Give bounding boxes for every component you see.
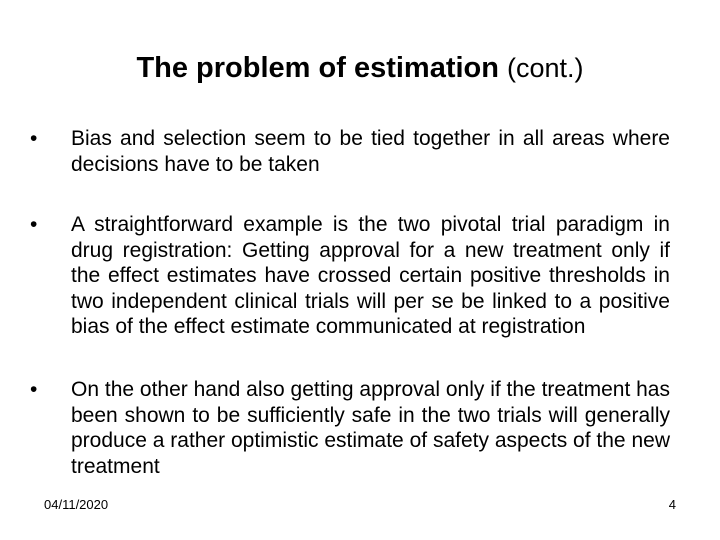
- bullet-item: [30, 126, 670, 177]
- bullet-item: [30, 377, 670, 479]
- slide-title-main: The problem of estimation: [136, 52, 499, 84]
- bullet-item: [30, 212, 670, 340]
- bullet-text: On the other hand also getting approval only if the treatment has been shown to be sufficiently safe in the two trials will generally produce a rather optimistic estimate of safety aspects of the new treatment: [71, 378, 670, 478]
- slide-title: [0, 50, 720, 86]
- slide-title-suffix: (cont.): [507, 53, 584, 83]
- bullet-text: A straightforward example is the two pivotal trial paradigm in drug registration: Getting approval for a new treatment only if the effect estimates have crossed certain positive thresholds in two independent clinical trials will per se be linked to a positive bias of the effect estimate communicated at registration: [71, 213, 670, 338]
- bullet-text: Bias and selection seem to be tied together in all areas where decisions have to be taken: [71, 127, 670, 176]
- footer-date: 04/11/2020: [44, 497, 109, 512]
- bullet-marker: •: [30, 213, 38, 236]
- page-number: 4: [668, 497, 676, 512]
- bullet-marker: •: [30, 378, 38, 401]
- bullet-marker: •: [30, 127, 38, 150]
